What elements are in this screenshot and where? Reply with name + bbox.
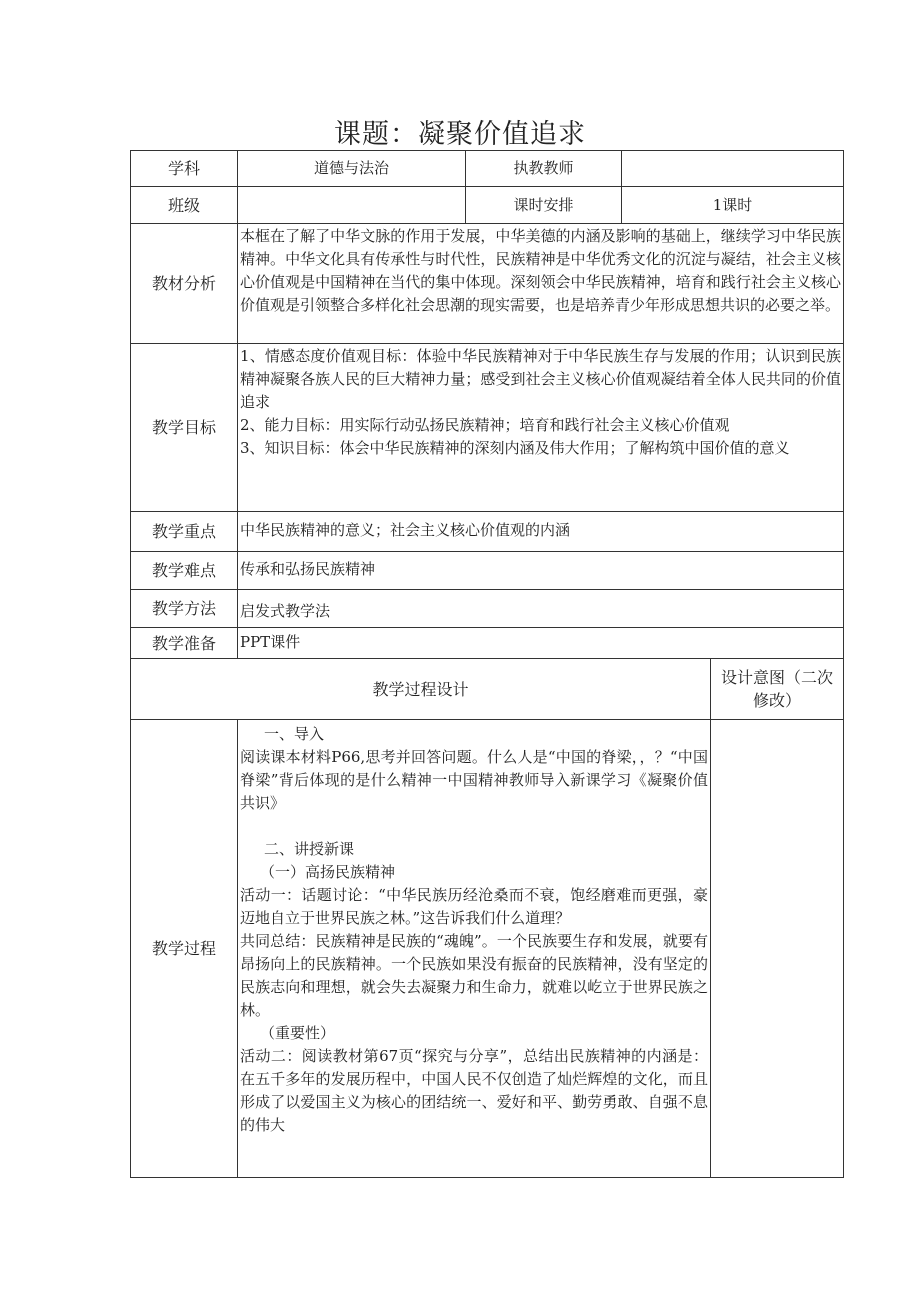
preparation-text: PPT课件: [238, 628, 844, 658]
process-line: （重要性）: [260, 1024, 336, 1042]
process-line: 一、导入: [264, 725, 325, 743]
process-line: （一）高扬民族精神: [260, 863, 396, 881]
hours-value: 1课时: [622, 187, 844, 223]
analysis-row: [130, 223, 844, 343]
key-points-row: [130, 511, 844, 551]
process-line: 共同总结：民族精神是民族的“魂魄”。一个民族要生存和发展，就要有昂扬向上的民族精神。一个民族如果没有振奋的民族精神，没有坚定的民族志向和理想，就会失去凝聚力和生命力，就难以屹立于世界民族之林。: [240, 932, 708, 1019]
process-row: [130, 719, 844, 1178]
analysis-text: 本框在了解了中华文脉的作用于发展，中华美德的内涵及影响的基础上，继续学习中华民族精神。中华文化具有传承性与时代性，民族精神是中华优秀文化的沉淀与凝结，社会主义核心价值观是中国精神在当代的集中体现。深刻领会中华民族精神，培育和践行社会主义核心价值观是引领整合多样化社会思潮的现实需要，也是培养青少年形成思想共识的必要之举。: [238, 224, 844, 343]
teacher-label: 执教教师: [466, 151, 622, 186]
preparation-label: 教学准备: [131, 628, 238, 658]
analysis-label: 教材分析: [131, 224, 238, 343]
subject-label: 学科: [131, 151, 238, 186]
difficulties-text: 传承和弘扬民族精神: [238, 552, 844, 589]
hours-label: 课时安排: [466, 187, 622, 223]
key-points-text: 中华民族精神的意义；社会主义核心价值观的内涵: [238, 512, 844, 551]
preparation-row: [130, 627, 844, 658]
process-content: [238, 720, 711, 1177]
objective-item: 2、能力目标：用实际行动弘扬民族精神；培育和践行社会主义核心价值观: [240, 416, 730, 434]
subject-value: 道德与法治: [238, 151, 466, 186]
process-line: 阅读课本材料P66,思考并回答问题。什么人是“中国的脊梁，，？“中国脊梁”背后体现的是什么精神一中国精神教师导入新课学习《凝聚价值共识》: [240, 748, 708, 812]
process-line: 活动二：阅读教材第67页“探究与分享”，总结出民族精神的内涵是：在五千多年的发展历程中，中国人民不仅创造了灿烂辉煌的文化，而且形成了以爱国主义为核心的团结统一、爱好和平、勤劳勇敢、自强不息的伟大: [240, 1047, 708, 1134]
method-text: 启发式教学法: [238, 590, 844, 627]
key-points-label: 教学重点: [131, 512, 238, 551]
process-line: 活动一：话题讨论：“中华民族历经沧桑而不衰，饱经磨难而更强，豪迈地自立于世界民族之林。”这告诉我们什么道理？: [240, 886, 708, 927]
lesson-plan-table: [130, 150, 844, 1178]
process-header-row: [130, 658, 844, 719]
objective-item: 3、知识目标：体会中华民族精神的深刻内涵及伟大作用；了解构筑中国价值的意义: [240, 439, 790, 457]
subject-row: [130, 150, 844, 186]
class-value: [238, 187, 466, 223]
teacher-value: [622, 151, 844, 186]
design-intent-heading: 设计意图（二次修改）: [711, 659, 844, 719]
objectives-label: 教学目标: [131, 344, 238, 511]
objectives-list: [238, 344, 844, 511]
design-intent-cell: [711, 720, 844, 1177]
class-label: 班级: [131, 187, 238, 223]
method-label: 教学方法: [131, 590, 238, 627]
difficulties-row: [130, 551, 844, 589]
difficulties-label: 教学难点: [131, 552, 238, 589]
objective-item: 1、情感态度价值观目标：体验中华民族精神对于中华民族生存与发展的作用；认识到民族精神凝聚各族人民的巨大精神力量；感受到社会主义核心价值观凝结着全体人民共同的价值追求: [240, 347, 841, 411]
class-row: [130, 186, 844, 223]
process-label: 教学过程: [131, 720, 238, 1177]
process-design-heading: 教学过程设计: [131, 659, 711, 719]
method-row: [130, 589, 844, 627]
page-title: 课题：凝聚价值追求: [334, 119, 586, 150]
process-line: 二、讲授新课: [264, 840, 355, 858]
objectives-row: [130, 343, 844, 511]
